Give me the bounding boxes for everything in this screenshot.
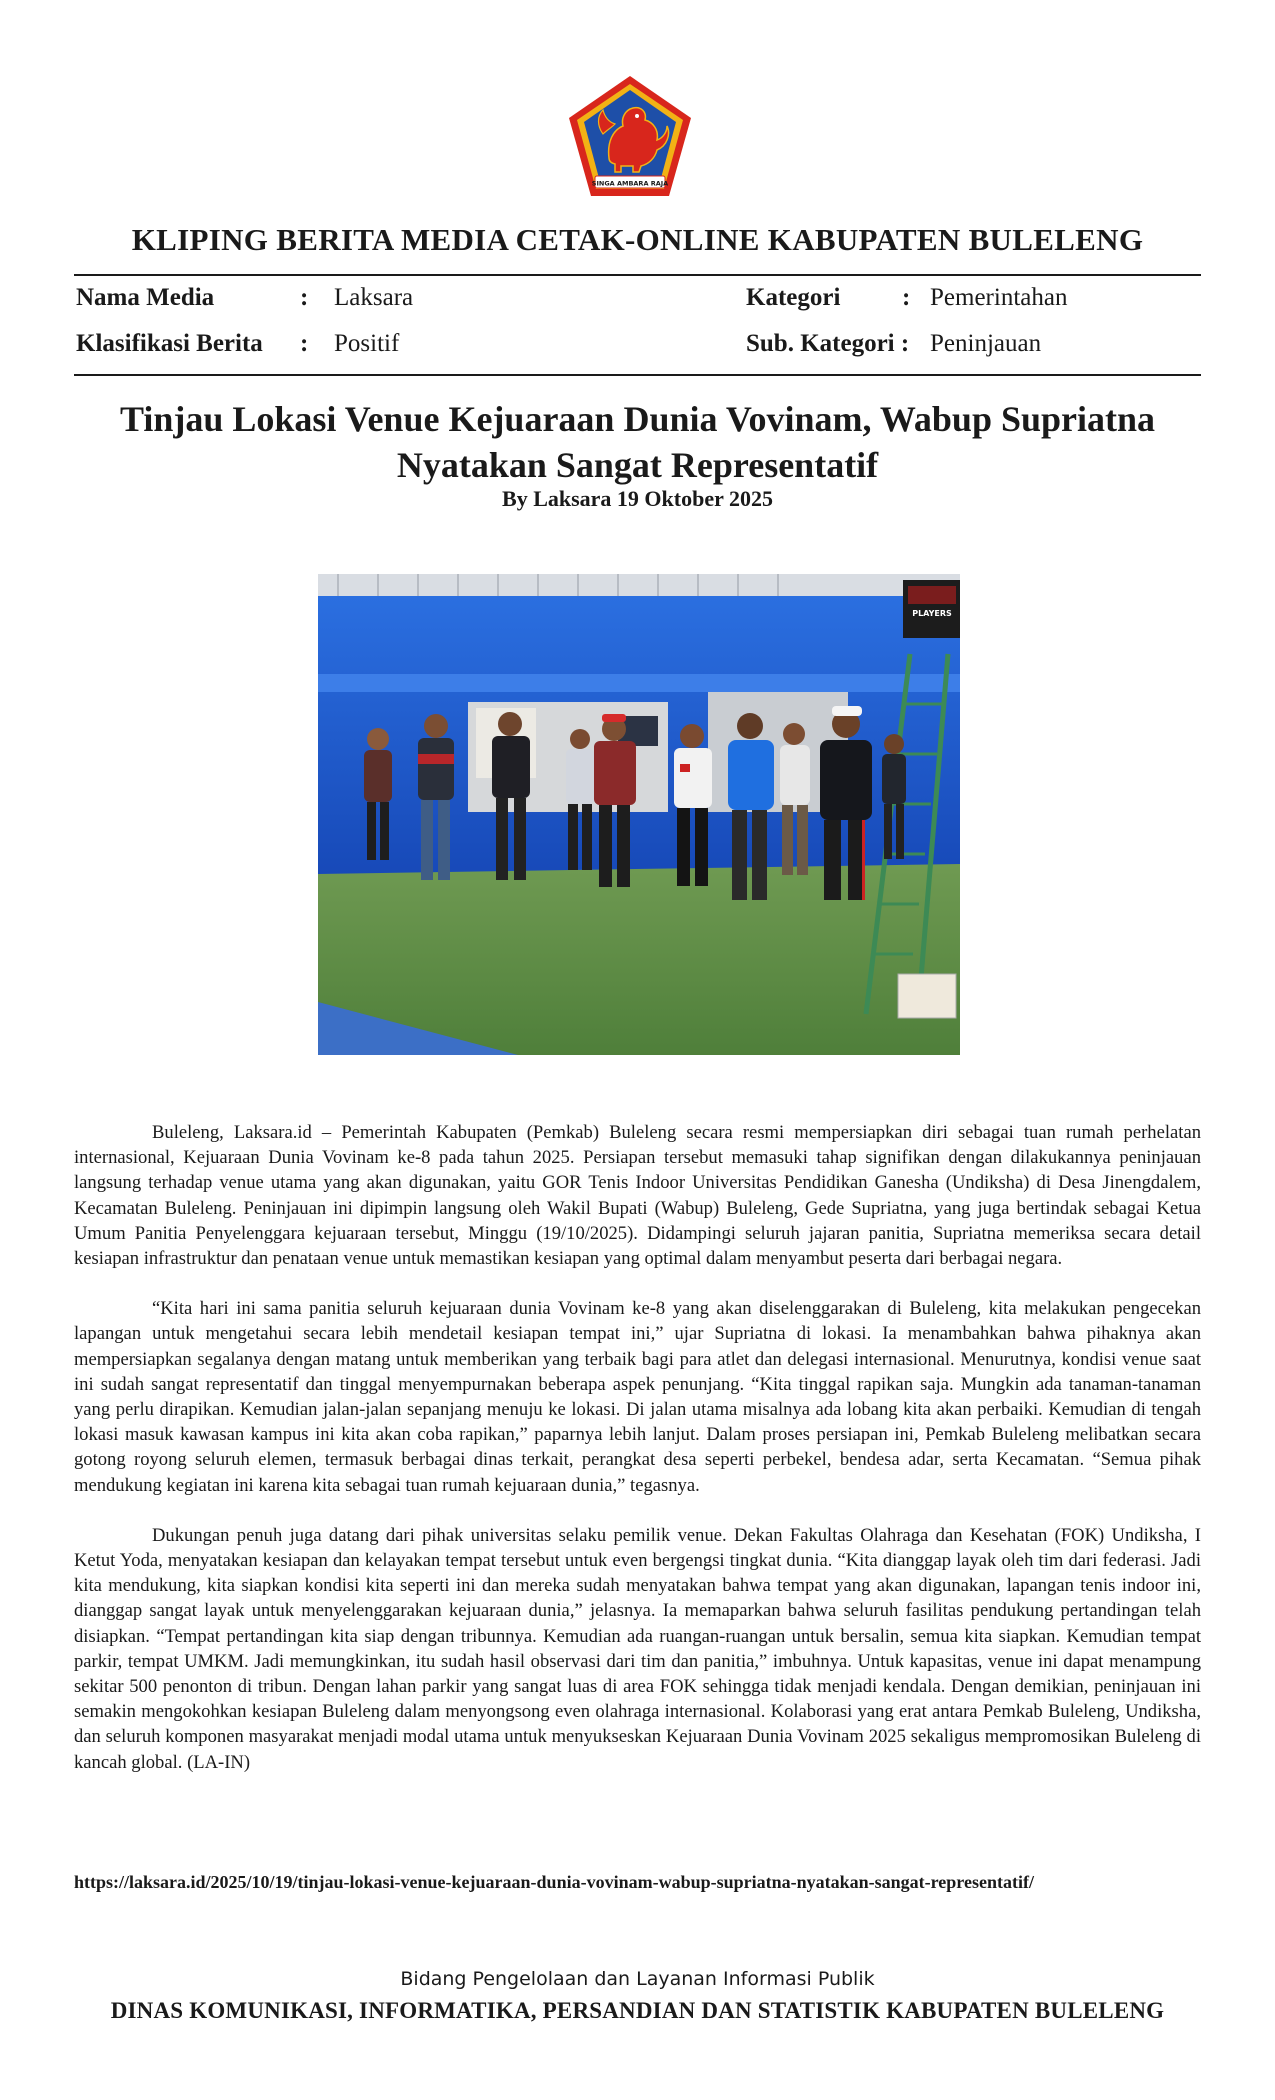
article-photo: [318, 574, 960, 1055]
kategori-label: Kategori: [746, 284, 841, 311]
nama-media-value: Laksara: [334, 284, 414, 311]
article-paragraph-2: “Kita hari ini sama panitia seluruh kejuaraan dunia Vovinam ke-8 yang akan diselenggarakan di Buleleng, kita melakukan pengecekan lapangan untuk mengetahui secara lebih mendetail kesiapan tempat ini,” ujar Supriatna di lokasi. Ia menambahkan bahwa pihaknya akan mempersiapkan segalanya dengan matang untuk memberikan yang terbaik bagi para atlet dan delegasi internasional. Menurutnya, kondisi venue saat ini sudah sangat representatif dan tinggal menyempurnakan beberapa aspek penunjang. “Kita tinggal rapikan saja. Mungkin ada tanaman-tanaman yang perlu dirapikan. Kemudian jalan-jalan sepanjang menuju ke lokasi. Di jalan utama misalnya ada lobang kita akan perbaiki. Kemudian di tengah lokasi masuk kawasan kampus ini kita akan coba rapikan,” paparnya lebih lanjut. Dalam proses persiapan ini, Pemkab Buleleng melibatkan secara gotong royong seluruh elemen, termasuk berbagai dinas terkait, perangkat desa seperti perbekel, bendesa adar, serta Kecamatan. “Semua pihak mendukung kegiatan ini karena kita sebagai tuan rumah kejuaraan dunia,” tegasnya.: [74, 1298, 1201, 1496]
meta-row-klasifikasi: [0, 326, 1275, 362]
kategori-value: Pemerintahan: [930, 284, 1068, 311]
scoreboard-sign: PLAYERS: [912, 609, 952, 618]
nama-media-label: Nama Media: [76, 284, 215, 311]
article-body: [74, 1120, 1201, 1800]
source-url-link[interactable]: https://laksara.id/2025/10/19/tinjau-lokasi-venue-kejuaraan-dunia-vovinam-wabup-supriatna-nyatakan-sangat-representatif/: [74, 1872, 1034, 1892]
kabupaten-buleleng-logo: [563, 72, 697, 202]
footer-agency: DINAS KOMUNIKASI, INFORMATIKA, PERSANDIAN DAN STATISTIK KABUPATEN BULELENG: [110, 1998, 1165, 2023]
footer-department: Bidang Pengelolaan dan Layanan Informasi Publik: [400, 1968, 875, 1990]
kategori-colon: :: [902, 284, 911, 311]
article-byline: By Laksara 19 Oktober 2025: [502, 486, 773, 511]
singa-ambara-raja-emblem: [563, 72, 697, 202]
sub-kategori-value: Peninjauan: [930, 330, 1042, 357]
venue-inspection-illustration: [318, 574, 960, 1055]
article-paragraph-1: Buleleng, Laksara.id – Pemerintah Kabupaten (Pemkab) Buleleng secara resmi mempersiapkan diri sebagai tuan rumah perhelatan internasional, Kejuaraan Dunia Vovinam ke-8 pada tahun 2025. Persiapan tersebut memasuki tahap signifikan dengan dilakukannya peninjauan langsung terhadap venue utama yang akan digunakan, yaitu GOR Tenis Indoor Universitas Pendidikan Ganesha (Undiksha) di Desa Jinengdalem, Kecamatan Buleleng. Peninjauan ini dipimpin langsung oleh Wakil Bupati (Wabup) Buleleng, Gede Supriatna, yang juga bertindak sebagai Ketua Umum Panitia Penyelenggara kejuaraan tersebut, Minggu (19/10/2025). Didampingi seluruh jajaran panitia, Supriatna memeriksa secara detail kesiapan infrastruktur dan penataan venue untuk memastikan kesiapan yang optimal dalam menyambut peserta dari berbagai negara.: [74, 1122, 1201, 1270]
article-paragraph-3: Dukungan penuh juga datang dari pihak universitas selaku pemilik venue. Dekan Fakultas Olahraga dan Kesehatan (FOK) Undiksha, I Ketut Yoda, menyatakan kesiapan dan kelayakan tempat tersebut untuk even bergengsi tingkat dunia. “Kita dianggap layak oleh tim dari federasi. Jadi kita mendukung, kita siapkan kondisi kita seperti ini dan mereka sudah menyatakan bahwa tempat yang akan digunakan, lapangan tenis indoor ini, dianggap sangat layak untuk menyelenggarakan kejuaraan dunia,” jelasnya. Ia memaparkan bahwa seluruh fasilitas pendukung pertandingan telah disiapkan. “Tempat pertandingan kita siap dengan tribunnya. Kemudian ada ruangan-ruangan untuk bersalin, semua kita siapkan. Kemudian tempat parkir, tempat UMKM. Jadi memungkinkan, itu sudah hasil observasi dari tim dan panitia,” imbuhnya. Untuk kapasitas, venue ini dapat menampung sekitar 500 penonton di tribun. Dengan lahan parkir yang sangat luas di area FOK sehingga tidak menjadi kendala. Dengan demikian, peninjauan ini semakin mengokohkan kesiapan Buleleng dalam menyongsong even olahraga internasional. Kolaborasi yang erat antara Pemkab Buleleng, Undiksha, dan seluruh komponen masyarakat menjadi modal utama untuk menyukseskan Kejuaraan Dunia Vovinam 2025 sekaligus mempromosikan Buleleng di kancah global. (LA-IN): [74, 1524, 1201, 1773]
kliping-title: KLIPING BERITA MEDIA CETAK-ONLINE KABUPATEN BULELENG: [131, 222, 1144, 257]
sub-kategori-label: Sub. Kategori :: [746, 330, 910, 357]
article-headline: Tinjau Lokasi Venue Kejuaraan Dunia Vovinam, Wabup Supriatna Nyatakan Sangat Representatif: [119, 399, 1156, 485]
klasifikasi-label: Klasifikasi Berita: [76, 330, 263, 357]
klasifikasi-value: Positif: [334, 330, 400, 357]
nama-media-colon: :: [300, 284, 309, 311]
header-divider-top: [74, 274, 1201, 276]
header-divider-bottom: [74, 374, 1201, 376]
klasifikasi-colon: :: [300, 330, 309, 357]
meta-row-media: [0, 280, 1275, 316]
logo-motto: SINGA AMBARA RAJA: [591, 179, 669, 188]
